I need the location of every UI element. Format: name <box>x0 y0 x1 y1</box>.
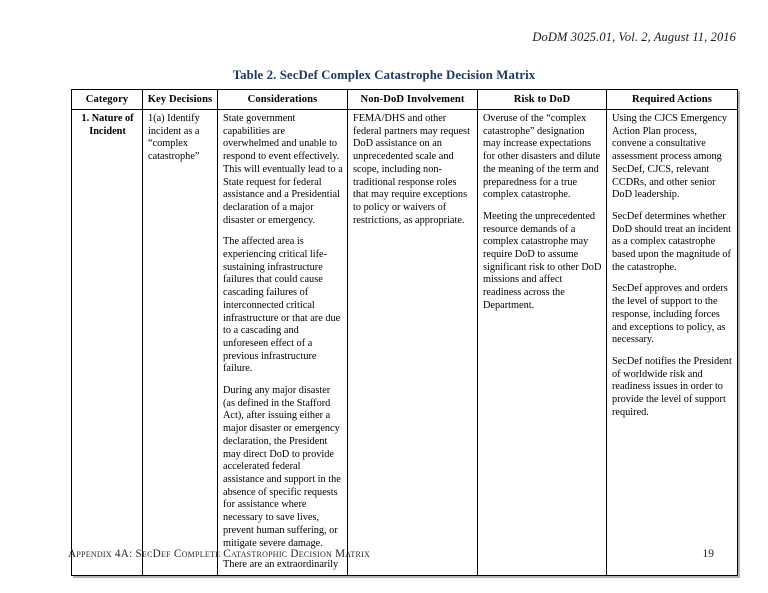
risk-paragraph: Overuse of the “complex catastrophe” designation may increase expectations for other disasters and dilute the meaning of the term and preparedness for a true complex catastrophe. <box>483 113 601 201</box>
column-header-required-actions: Required Actions <box>607 90 738 110</box>
considerations-paragraph: State government capabilities are overwhelmed and unable to respond to event effectively. This will eventually lead to a State request for federal assistance and a Presidential declaration of a major disaster or emergency. <box>223 113 343 226</box>
required-action-paragraph: SecDef notifies the President of worldwide risk and readiness issues in order to provide the level of support required. <box>612 355 732 418</box>
column-header-non-dod-involvement: Non-DoD Involvement <box>348 90 478 110</box>
decision-matrix-container <box>71 89 737 576</box>
column-header-category: Category <box>72 90 143 110</box>
considerations-paragraph-truncated: There are an extraordinarily <box>223 559 339 571</box>
footer-section-title: Appendix 4A: SecDef Complete Catastrophic Decision Matrix <box>68 548 371 560</box>
cell-considerations <box>218 110 348 576</box>
considerations-paragraph: The affected area is experiencing critical life-sustaining infrastructure failures that could cause cascading failures of interconnected critical infrastructure or that are due to a cascading and unforeseen effect of a previous infrastructure failure. <box>223 236 341 375</box>
table-caption: Table 2. SecDef Complex Catastrophe Decision Matrix <box>232 68 536 82</box>
column-header-risk-to-dod: Risk to DoD <box>478 90 607 110</box>
considerations-paragraph: During any major disaster (as defined in the Stafford Act), after issuing either a major disaster or emergency declaration, the President may direct DoD to provide accelerated federal assistance and support in the absence of specific requests for assistance where necessary to save lives, prevent human suffering, or mitigate severe damage. <box>223 385 341 549</box>
cell-risk-to-dod <box>478 110 607 576</box>
cell-key-decisions: 1(a) Identify incident as a “complex catastrophe” <box>143 110 218 576</box>
required-action-paragraph: SecDef approves and orders the level of support to the response, including forces and exceptions to policy, as necessary. <box>612 283 728 346</box>
cell-required-actions <box>607 110 738 576</box>
table-row <box>72 110 738 576</box>
column-header-key-decisions: Key Decisions <box>143 90 218 110</box>
non-dod-paragraph: FEMA/DHS and other federal partners may request DoD assistance on an unprecedented scale and scope, including non-traditional response roles that may require exceptions to policy or waivers of restrictions, as appropriate. <box>353 113 470 226</box>
secdef-decision-matrix-table <box>71 89 738 576</box>
cell-non-dod-involvement <box>348 110 478 576</box>
footer-page-number: 19 <box>702 548 714 560</box>
column-header-considerations: Considerations <box>218 90 348 110</box>
required-action-paragraph: Using the CJCS Emergency Action Plan process, convene a consultative assessment process among SecDef, CJCS, relevant CCDRs, and other senior DoD leadership. <box>612 113 728 201</box>
document-running-head: DoDM 3025.01, Vol. 2, August 11, 2016 <box>532 30 736 44</box>
risk-paragraph: Meeting the unprecedented resource demands of a complex catastrophe may require DoD to assume significant risk to other DoD missions and affect readiness across the Department. <box>483 210 602 311</box>
table-header-row <box>72 90 738 110</box>
cell-category: 1. Nature of Incident <box>72 110 143 576</box>
required-action-paragraph: SecDef determines whether DoD should treat an incident as a complex catastrophe based upon the magnitude of the catastrophe. <box>612 210 731 273</box>
